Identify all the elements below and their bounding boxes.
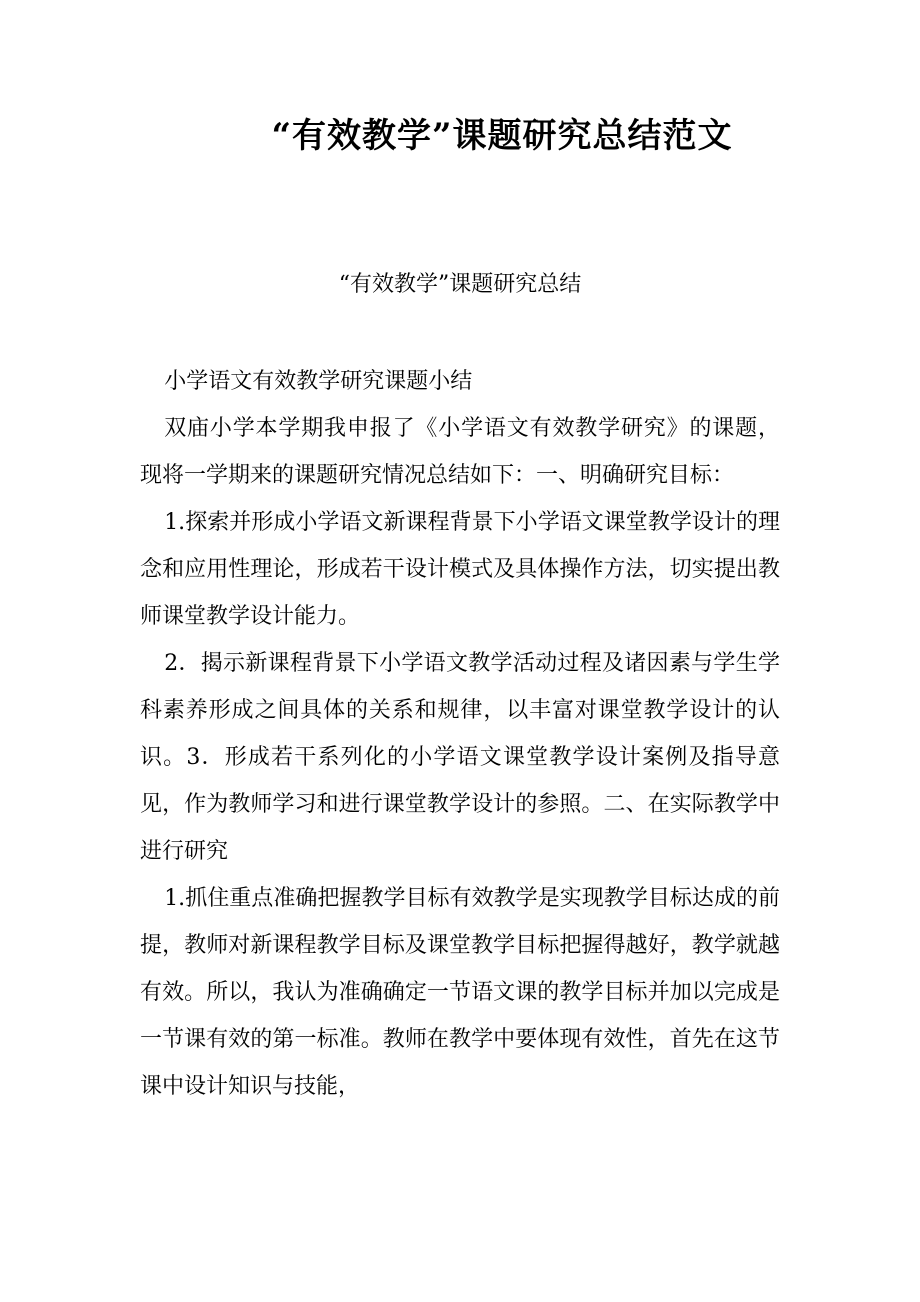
document-body bbox=[140, 358, 780, 1110]
document-subtitle: “有效教学”课题研究总结 bbox=[338, 272, 582, 297]
paragraph: 双庙小学本学期我申报了《小学语文有效教学研究》的课题，现将一学期来的课题研究情况总结如下：一、明确研究目标： bbox=[140, 416, 780, 488]
paragraph: 1.探索并形成小学语文新课程背景下小学语文课堂教学设计的理念和应用性理论，形成若干设计模式及具体操作方法，切实提出教师课堂教学设计能力。 bbox=[140, 510, 780, 629]
document-title: “有效教学”课题研究总结范文 bbox=[271, 116, 733, 156]
paragraph: 1.抓住重点准确把握教学目标有效教学是实现教学目标达成的前提，教师对新课程教学目标及课堂教学目标把握得越好，教学就越有效。所以，我认为准确确定一节语文课的教学目标并加以完成是一节课有效的第一标准。教师在教学中要体现有效性，首先在这节课中设计知识与技能， bbox=[140, 886, 780, 1099]
paragraph: 小学语文有效教学研究课题小结 bbox=[164, 369, 473, 394]
paragraph: 2．揭示新课程背景下小学语文教学活动过程及诸因素与学生学科素养形成之间具体的关系和规律，以丰富对课堂教学设计的认识。3．形成若干系列化的小学语文课堂教学设计案例及指导意见，作为教师学习和进行课堂教学设计的参照。二、在实际教学中进行研究 bbox=[140, 651, 780, 864]
